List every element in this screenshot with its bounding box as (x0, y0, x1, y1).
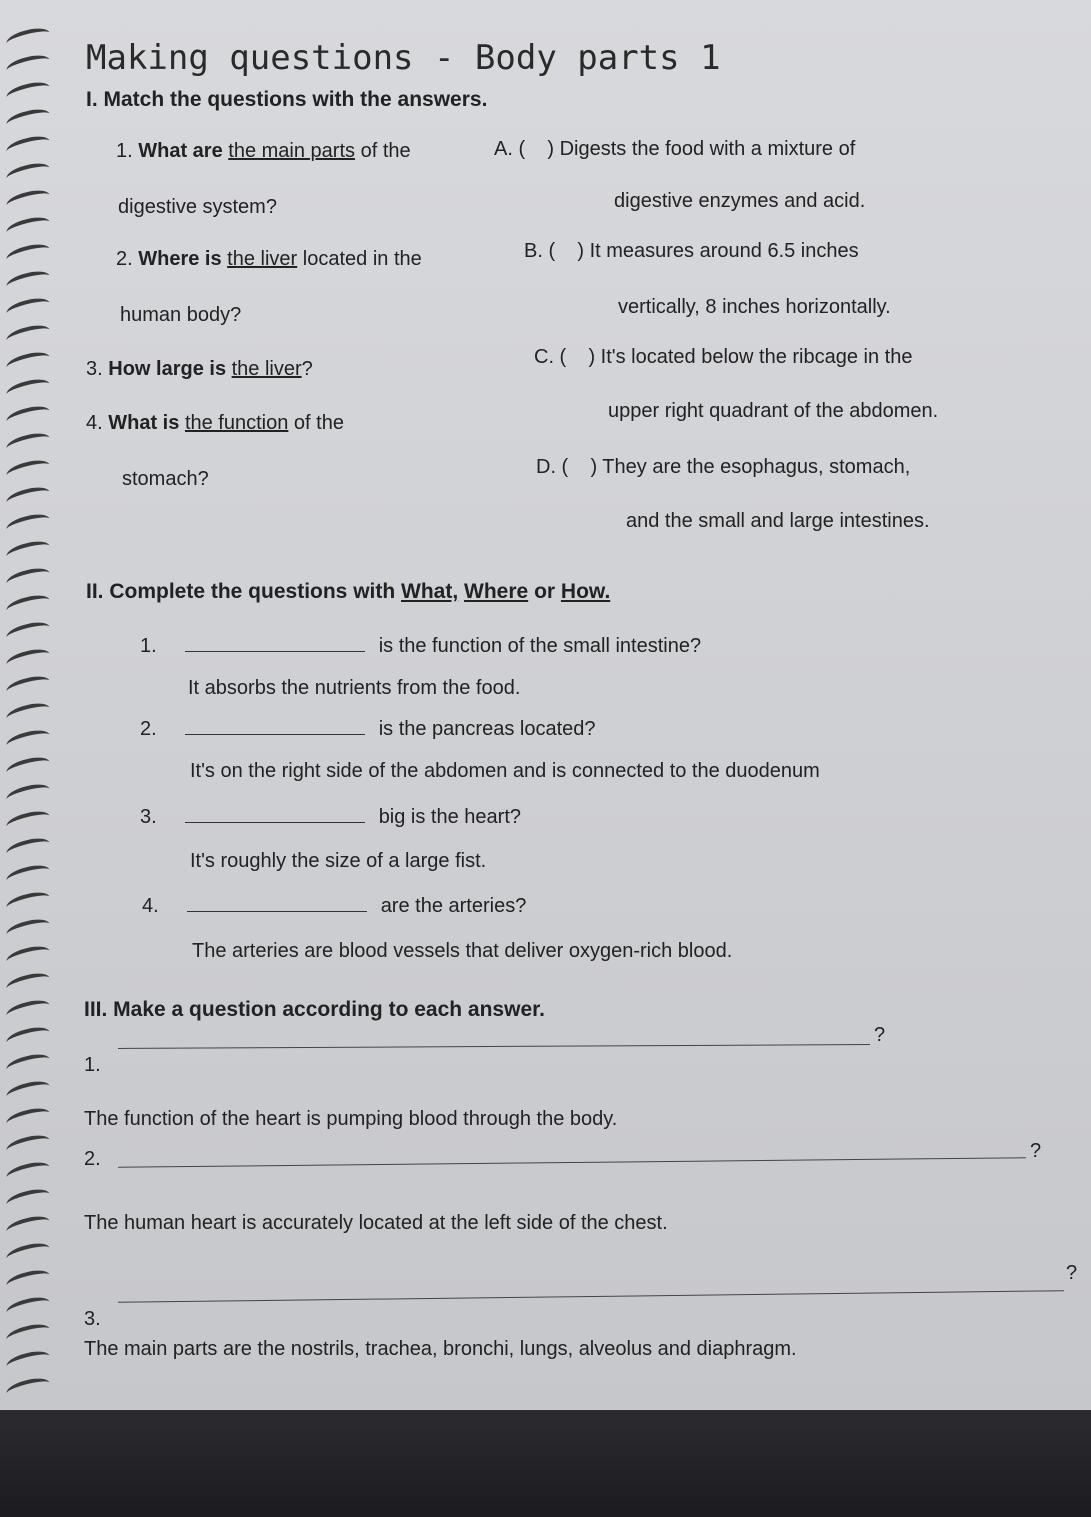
make-question-2-num: 2. (84, 1148, 101, 1170)
spiral-ring (5, 916, 52, 942)
answer-line-2[interactable] (118, 1157, 1026, 1168)
spiral-ring (5, 673, 52, 699)
section2-heading: II. Complete the questions with What, Where or How. (86, 580, 611, 603)
match-answer-a: A. ( ) Digests the food with a mixture of (494, 138, 856, 160)
spiral-ring (5, 133, 52, 159)
question-mark-3: ? (1066, 1262, 1078, 1284)
spiral-ring (5, 1132, 52, 1158)
spiral-ring (5, 1051, 52, 1077)
spiral-ring (5, 808, 52, 834)
spiral-ring (5, 889, 52, 915)
answer-line-3[interactable] (118, 1290, 1064, 1303)
answer-blank[interactable] (185, 733, 365, 735)
match-answer-c-line2: upper right quadrant of the abdomen. (608, 400, 939, 422)
spiral-ring (5, 565, 52, 591)
match-answer-d: D. ( ) They are the esophagus, stomach, (536, 456, 911, 478)
match-question-1-line2: digestive system? (118, 196, 277, 218)
spiral-ring (5, 727, 52, 753)
spiral-ring (5, 457, 52, 483)
section1-heading: I. Match the questions with the answers. (86, 88, 488, 111)
spiral-ring (5, 646, 52, 672)
match-answer-d-line2: and the small and large intestines. (626, 510, 930, 532)
spiral-ring (5, 268, 52, 294)
spiral-ring (5, 835, 52, 861)
answer-blank[interactable] (185, 821, 365, 823)
section3-heading: III. Make a question according to each answer. (84, 998, 545, 1021)
spiral-ring (5, 214, 52, 240)
complete-item-1: 1. is the function of the small intestine? (140, 635, 702, 657)
page-title: Making questions - Body parts 1 (86, 38, 721, 78)
answer-line-1[interactable] (118, 1044, 870, 1049)
make-question-1-num: 1. (84, 1054, 101, 1076)
spiral-ring (5, 106, 52, 132)
spiral-ring (5, 997, 52, 1023)
spiral-ring (5, 241, 52, 267)
spiral-ring (5, 511, 52, 537)
answer-blank[interactable] (185, 650, 365, 652)
match-question-4: 4. What is the function of the (86, 412, 344, 434)
spiral-ring (5, 322, 52, 348)
spiral-ring (5, 376, 52, 402)
spiral-ring (5, 1375, 52, 1401)
complete-answer-1: It absorbs the nutrients from the food. (188, 677, 521, 699)
spiral-ring (5, 1105, 52, 1131)
spiral-ring (5, 1213, 52, 1239)
spiral-ring (5, 592, 52, 618)
match-question-1: 1. What are the main parts of the (116, 140, 411, 162)
spiral-ring (5, 52, 52, 78)
match-answer-b-line2: vertically, 8 inches horizontally. (618, 296, 891, 318)
spiral-ring (5, 1159, 52, 1185)
complete-item-2: 2. is the pancreas located? (140, 718, 596, 740)
spiral-ring (5, 970, 52, 996)
answer-blank[interactable] (187, 910, 367, 912)
spiral-ring (5, 349, 52, 375)
spiral-ring (5, 484, 52, 510)
spiral-ring (5, 1294, 52, 1320)
spiral-ring (5, 1267, 52, 1293)
question-mark-1: ? (874, 1024, 886, 1046)
spiral-ring (5, 862, 52, 888)
make-question-3-num: 3. (84, 1308, 101, 1330)
match-question-2-line2: human body? (120, 304, 242, 326)
spiral-ring (5, 160, 52, 186)
desk-background (0, 1410, 1091, 1517)
complete-answer-2: It's on the right side of the abdomen and is connected to the duodenum (190, 760, 820, 782)
match-question-4-line2: stomach? (122, 468, 209, 490)
match-question-3: 3. How large is the liver? (86, 358, 313, 380)
complete-answer-4: The arteries are blood vessels that deliver oxygen-rich blood. (192, 940, 733, 962)
spiral-ring (5, 295, 52, 321)
spiral-ring (5, 619, 52, 645)
spiral-ring (5, 538, 52, 564)
match-answer-b: B. ( ) It measures around 6.5 inches (524, 240, 859, 262)
complete-answer-3: It's roughly the size of a large fist. (190, 850, 487, 872)
complete-item-4: 4. are the arteries? (142, 895, 527, 917)
make-question-answer-1: The function of the heart is pumping blood through the body. (84, 1108, 618, 1130)
spiral-ring (5, 1186, 52, 1212)
spiral-ring (5, 700, 52, 726)
spiral-ring (5, 79, 52, 105)
spiral-ring (5, 430, 52, 456)
spiral-ring (5, 943, 52, 969)
spiral-ring (5, 754, 52, 780)
spiral-ring (5, 781, 52, 807)
spiral-binding (0, 30, 60, 1410)
question-mark-2: ? (1030, 1140, 1042, 1162)
spiral-ring (5, 1024, 52, 1050)
complete-item-3: 3. big is the heart? (140, 806, 522, 828)
spiral-ring (5, 1348, 52, 1374)
match-question-2: 2. Where is the liver located in the (116, 248, 422, 270)
spiral-ring (5, 1240, 52, 1266)
make-question-answer-2: The human heart is accurately located at the left side of the chest. (84, 1212, 668, 1234)
spiral-ring (5, 403, 52, 429)
spiral-ring (5, 187, 52, 213)
spiral-ring (5, 1321, 52, 1347)
match-answer-a-line2: digestive enzymes and acid. (614, 190, 866, 212)
spiral-ring (5, 25, 52, 51)
match-answer-c: C. ( ) It's located below the ribcage in the (534, 346, 913, 368)
make-question-answer-3: The main parts are the nostrils, trachea, bronchi, lungs, alveolus and diaphragm. (84, 1338, 797, 1360)
spiral-ring (5, 1078, 52, 1104)
